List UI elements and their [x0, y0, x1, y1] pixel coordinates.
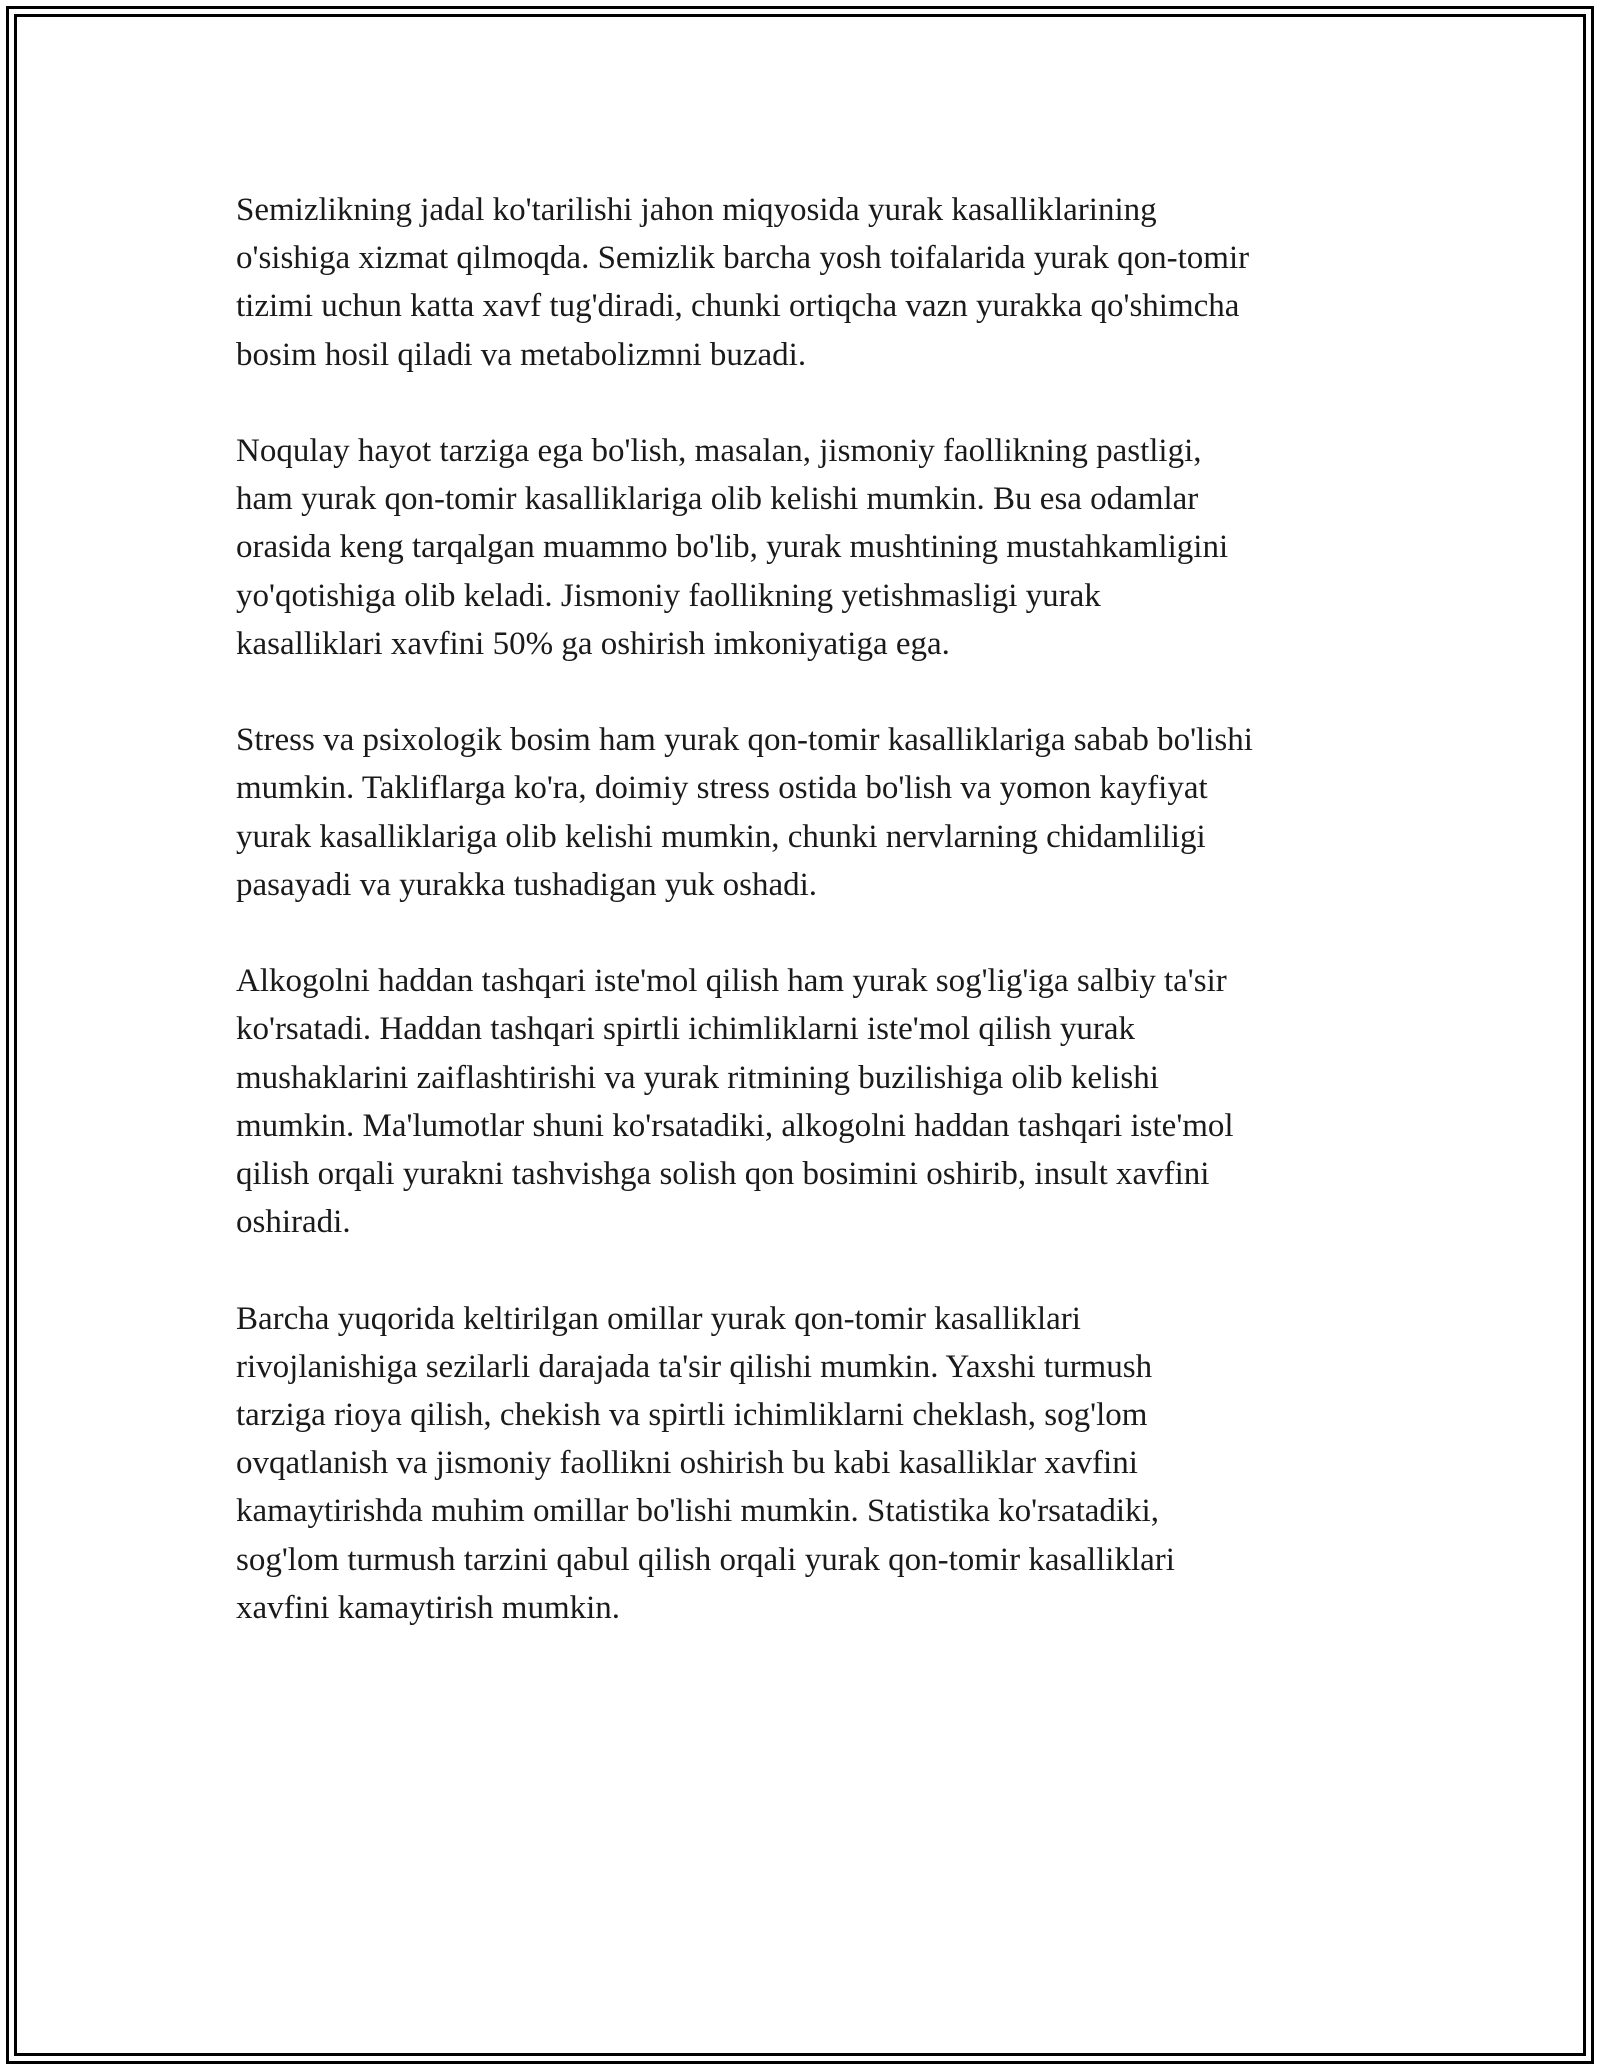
text-line: o'sishiga xizmat qilmoqda. Semizlik barcha yosh toifalarida yurak qon-tomir — [236, 240, 1250, 277]
text-line: kamaytirishda muhim omillar bo'lishi mumkin. Statistika ko'rsatadiki, — [236, 1493, 1159, 1530]
text-line: sog'lom turmush tarzini qabul qilish orqali yurak qon-tomir kasalliklari — [236, 1541, 1175, 1578]
text-line: yo'qotishiga olib keladi. Jismoniy faollikning yetishmasligi yurak — [236, 577, 1101, 614]
text-line: qilish orqali yurakni tashvishga solish qon bosimini oshirib, insult xavfini — [236, 1156, 1210, 1193]
text-line: ham yurak qon-tomir kasalliklariga olib kelishi mumkin. Bu esa odamlar — [236, 481, 1199, 518]
paragraph-stress — [236, 716, 1396, 909]
document-body — [236, 186, 1396, 1680]
text-line: rivojlanishiga sezilarli darajada ta'sir qilishi mumkin. Yaxshi turmush — [236, 1348, 1153, 1385]
text-line: mumkin. Ma'lumotlar shuni ko'rsatadiki, alkogolni haddan tashqari iste'mol — [236, 1107, 1234, 1144]
text-line: yurak kasalliklariga olib kelishi mumkin, chunki nervlarning chidamliligi — [236, 818, 1206, 855]
text-line: bosim hosil qiladi va metabolizmni buzadi. — [236, 336, 807, 373]
text-line: tizimi uchun katta xavf tug'diradi, chunki ortiqcha vazn yurakka qo'shimcha — [236, 288, 1240, 325]
paragraph-obesity — [236, 186, 1396, 379]
paragraph-alcohol — [236, 957, 1396, 1246]
text-line: Stress va psixologik bosim ham yurak qon-tomir kasalliklariga sabab bo'lishi — [236, 722, 1253, 759]
text-line: ovqatlanish va jismoniy faollikni oshirish bu kabi kasalliklar xavfini — [236, 1445, 1138, 1482]
text-line: mushaklarini zaiflashtirishi va yurak ritmining buzilishiga olib kelishi — [236, 1059, 1159, 1096]
text-line: orasida keng tarqalgan muammo bo'lib, yurak mushtining mustahkamligini — [236, 529, 1229, 566]
text-line: Noqulay hayot tarziga ega bo'lish, masalan, jismoniy faollikning pastligi, — [236, 433, 1202, 469]
text-line: tarziga rioya qilish, chekish va spirtli ichimliklarni cheklash, sog'lom — [236, 1397, 1148, 1434]
text-line: Semizlikning jadal ko'tarilishi jahon miqyosida yurak kasalliklarining — [236, 192, 1157, 228]
text-line: Barcha yuqorida keltirilgan omillar yurak qon-tomir kasalliklari — [236, 1300, 1081, 1337]
text-line: xavfini kamaytirish mumkin. — [236, 1589, 621, 1626]
text-line: ko'rsatadi. Haddan tashqari spirtli ichimliklarni iste'mol qilish yurak — [236, 1011, 1136, 1048]
text-line: mumkin. Takliflarga ko'ra, doimiy stress ostida bo'lish va yomon kayfiyat — [236, 770, 1208, 807]
text-line: oshiradi. — [236, 1204, 351, 1241]
text-line: kasalliklari xavfini 50% ga oshirish imkoniyatiga ega. — [236, 625, 950, 662]
paragraph-conclusion — [236, 1295, 1396, 1632]
text-line: Alkogolni haddan tashqari iste'mol qilish ham yurak sog'lig'iga salbiy ta'sir — [236, 963, 1227, 1000]
paragraph-physical-activity — [236, 427, 1396, 668]
text-line: pasayadi va yurakka tushadigan yuk oshadi. — [236, 866, 818, 903]
